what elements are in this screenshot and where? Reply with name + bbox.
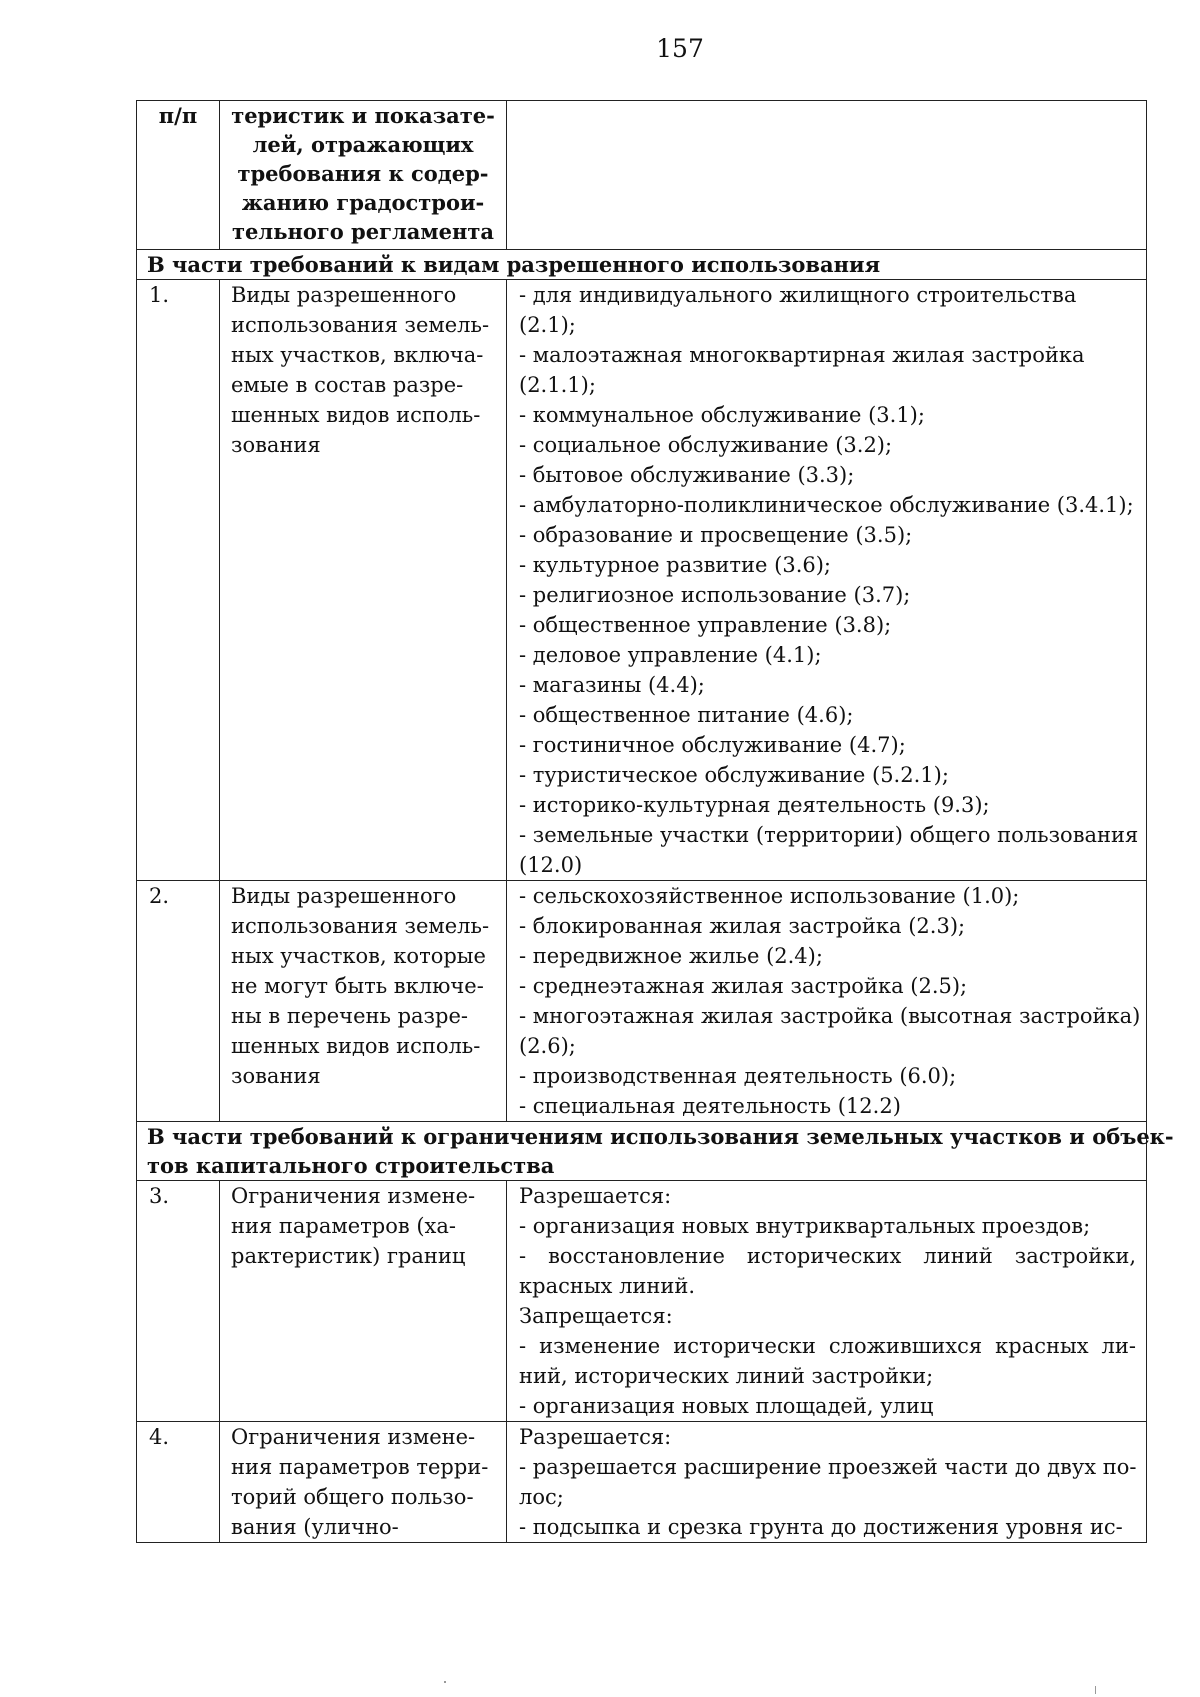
list-item: - многоэтажная жилая застройка (высотная застройка) <box>519 1004 1141 1028</box>
list-item: - амбулаторно-поликлиническое обслуживание (3.4.1); <box>519 493 1134 517</box>
list-item: - сельскохозяйственное использование (1.0); <box>519 884 1020 908</box>
section-title: В части требований к видам разрешенного использования <box>137 250 1147 280</box>
table-header-row <box>137 101 1147 250</box>
row-name-line: Ограничения измене- <box>231 1425 476 1449</box>
row-name-line: не могут быть включе- <box>231 974 484 998</box>
header-name-cell <box>220 101 507 250</box>
row-name-line: емые в состав разре- <box>231 373 464 397</box>
list-item: - бытовое обслуживание (3.3); <box>519 463 855 487</box>
row-items-cell <box>507 1181 1147 1422</box>
list-item: - культурное развитие (3.6); <box>519 553 831 577</box>
table-row <box>137 280 1147 881</box>
list-item: - историко-культурная деятельность (9.3); <box>519 793 990 817</box>
row-name-line: ния параметров (ха- <box>231 1214 457 1238</box>
list-item: - организация новых площадей, улиц <box>519 1394 934 1418</box>
header-number-cell: п/п <box>137 101 220 250</box>
row-name-cell <box>220 881 507 1122</box>
row-name-line: шенных видов исполь- <box>231 1034 481 1058</box>
list-item: Запрещается: <box>519 1304 673 1328</box>
list-item: Разрешается: <box>519 1184 672 1208</box>
scan-speck <box>444 1681 446 1683</box>
header-name-line: теристик и показате- <box>231 103 495 128</box>
row-name-line: ных участков, включа- <box>231 343 484 367</box>
section-title-line: тов капитального строительства <box>147 1153 555 1178</box>
row-number: 3. <box>137 1181 220 1422</box>
list-item: - восстановление исторических линий застройки, <box>519 1244 1136 1268</box>
list-item: - специальная деятельность (12.2) <box>519 1094 901 1118</box>
list-item: (2.6); <box>519 1034 576 1058</box>
list-item: - среднеэтажная жилая застройка (2.5); <box>519 974 968 998</box>
header-name-line: требования к содер- <box>237 161 489 186</box>
list-item: - коммунальное обслуживание (3.1); <box>519 403 925 427</box>
list-item: - образование и просвещение (3.5); <box>519 523 913 547</box>
row-name-cell <box>220 280 507 881</box>
list-item: - организация новых внутриквартальных проездов; <box>519 1214 1091 1238</box>
row-name-line: ны в перечень разре- <box>231 1004 468 1028</box>
page-number: 157 <box>656 34 704 63</box>
row-name-line: использования земель- <box>231 313 490 337</box>
list-item: - магазины (4.4); <box>519 673 705 697</box>
list-item: - малоэтажная многоквартирная жилая застройка <box>519 343 1085 367</box>
row-name-line: использования земель- <box>231 914 490 938</box>
row-items-cell <box>507 1422 1147 1543</box>
list-item: - деловое управление (4.1); <box>519 643 822 667</box>
table-row <box>137 881 1147 1122</box>
section-row <box>137 1122 1147 1181</box>
section-title <box>137 1122 1174 1181</box>
row-name-line: рактеристик) границ <box>231 1244 466 1268</box>
list-item: (2.1); <box>519 313 576 337</box>
section-row <box>137 250 1147 280</box>
list-item: (12.0) <box>519 853 583 877</box>
header-name-line: лей, отражающих <box>252 132 474 157</box>
list-item: - религиозное использование (3.7); <box>519 583 911 607</box>
list-item: - для индивидуального жилищного строительства <box>519 283 1077 307</box>
list-item: - передвижное жилье (2.4); <box>519 944 823 968</box>
table-row <box>137 1181 1147 1422</box>
row-items-cell <box>507 280 1147 881</box>
row-name-line: зования <box>231 1064 321 1088</box>
list-item: - общественное управление (3.8); <box>519 613 892 637</box>
list-item: - производственная деятельность (6.0); <box>519 1064 957 1088</box>
row-name-line: Виды разрешенного <box>231 884 457 908</box>
section-title-line: В части требований к ограничениям использования земельных участков и объек- <box>147 1124 1174 1149</box>
row-number: 1. <box>137 280 220 881</box>
row-name-line: Виды разрешенного <box>231 283 457 307</box>
row-name-line: зования <box>231 433 321 457</box>
row-name-line: торий общего пользо- <box>231 1485 474 1509</box>
list-item: - гостиничное обслуживание (4.7); <box>519 733 906 757</box>
row-name-line: Ограничения измене- <box>231 1184 476 1208</box>
list-item: - туристическое обслуживание (5.2.1); <box>519 763 949 787</box>
row-number: 4. <box>137 1422 220 1543</box>
list-item: - подсыпка и срезка грунта до достижения уровня ис- <box>519 1515 1123 1539</box>
list-item: лос; <box>519 1485 564 1509</box>
list-item: Разрешается: <box>519 1425 672 1449</box>
list-item: - блокированная жилая застройка (2.3); <box>519 914 966 938</box>
header-value-cell <box>507 101 1147 250</box>
scan-speck <box>1095 1686 1096 1694</box>
list-item: ний, исторических линий застройки; <box>519 1364 934 1388</box>
list-item: красных линий. <box>519 1274 696 1298</box>
row-name-line: ных участков, которые <box>231 944 486 968</box>
list-item: - социальное обслуживание (3.2); <box>519 433 893 457</box>
header-name-line: тельного регламента <box>232 219 494 244</box>
row-name-cell <box>220 1422 507 1543</box>
row-name-cell <box>220 1181 507 1422</box>
list-item: (2.1.1); <box>519 373 596 397</box>
table-row <box>137 1422 1147 1543</box>
row-name-line: шенных видов исполь- <box>231 403 481 427</box>
row-name-line: вания (улично- <box>231 1515 399 1539</box>
row-items-cell <box>507 881 1147 1122</box>
list-item: - изменение исторически сложившихся красных ли- <box>519 1334 1136 1358</box>
regulation-table <box>136 100 1174 1543</box>
list-item: - разрешается расширение проезжей части до двух по- <box>519 1455 1137 1479</box>
row-name-line: ния параметров терри- <box>231 1455 489 1479</box>
list-item: - земельные участки (территории) общего пользования <box>519 823 1139 847</box>
row-number: 2. <box>137 881 220 1122</box>
list-item: - общественное питание (4.6); <box>519 703 854 727</box>
header-name-line: жанию градострои- <box>241 190 485 215</box>
